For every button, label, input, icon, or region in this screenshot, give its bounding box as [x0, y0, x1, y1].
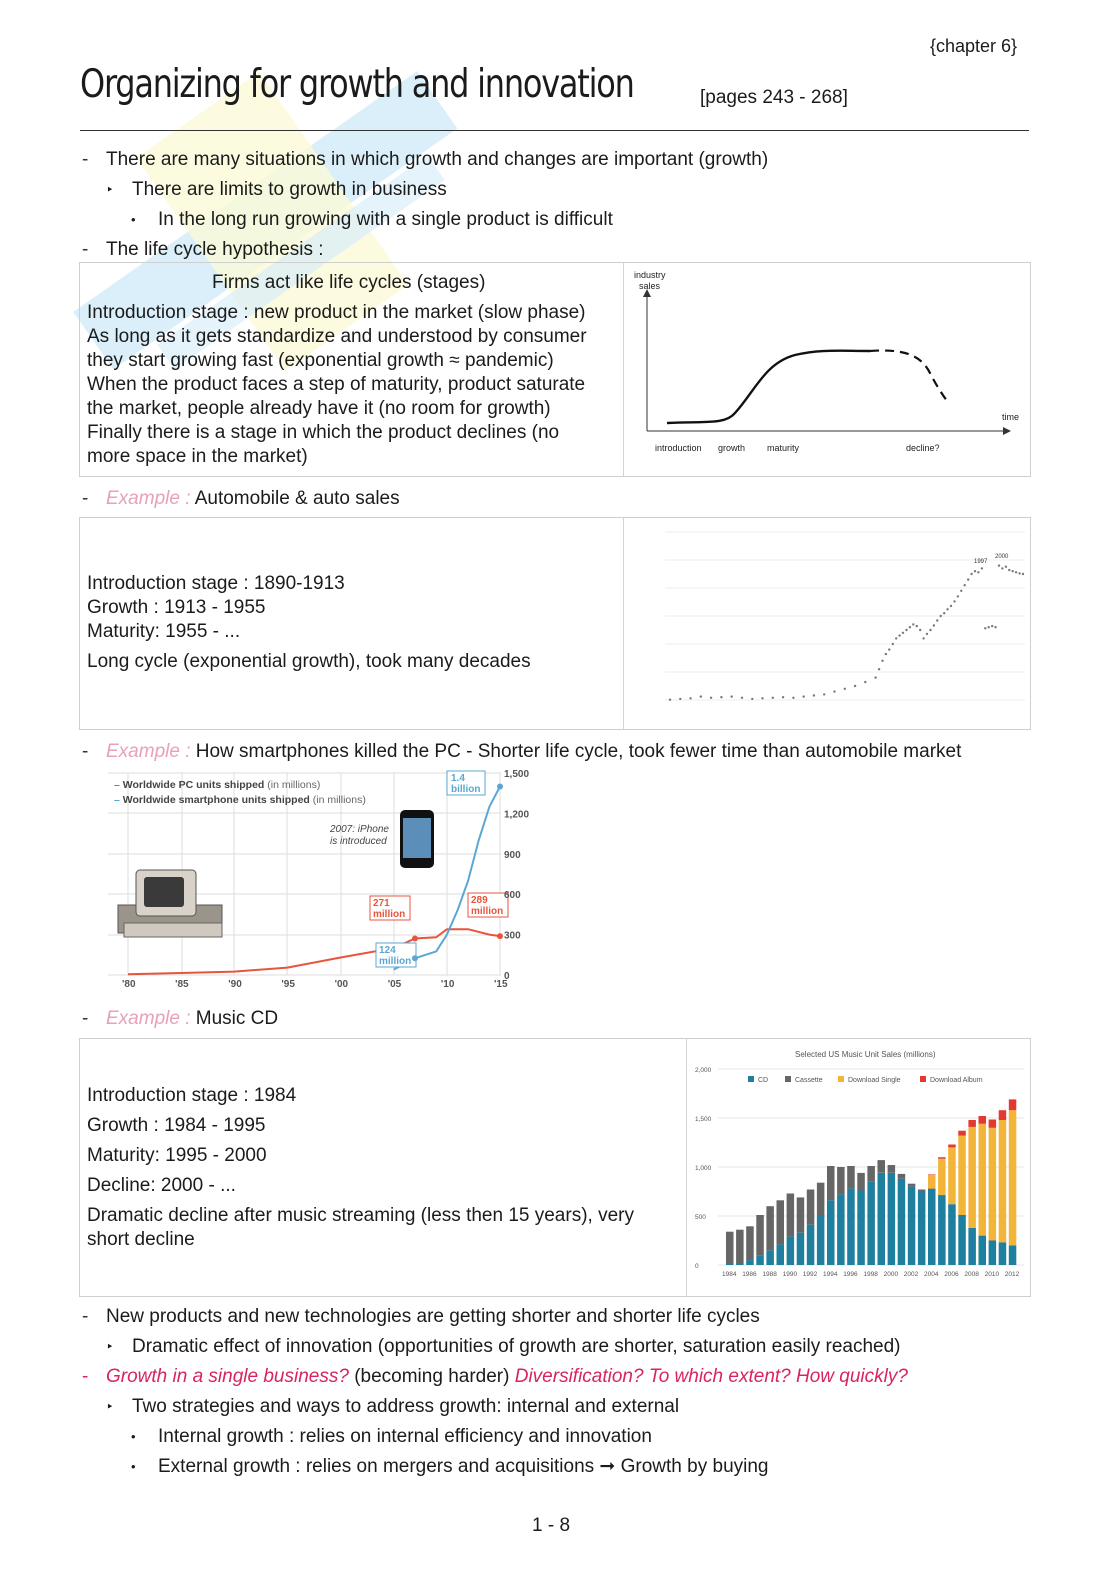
auto-point: [761, 697, 763, 699]
callout-289m: 289: [471, 895, 488, 906]
page-range: [pages 243 - 268]: [700, 87, 848, 108]
auto-point: [953, 600, 955, 602]
bar-segment: [857, 1191, 865, 1266]
x-tick-label: 2002: [903, 1271, 919, 1278]
y-tick-label: 0: [504, 971, 510, 982]
iphone-callout: 2007: iPhone: [330, 824, 389, 835]
bar-segment: [1009, 1110, 1017, 1245]
legend-pc: – Worldwide PC units shipped (in millions): [114, 779, 321, 791]
cd-line: Decline: 2000 - ...: [87, 1175, 236, 1196]
auto-point: [950, 605, 952, 607]
auto-point: [902, 632, 904, 634]
bullet-marker: -: [82, 1306, 89, 1327]
auto-point: [892, 643, 894, 645]
bar-segment: [928, 1190, 936, 1266]
auto-point: [984, 627, 986, 629]
auto-point: [1012, 570, 1014, 572]
music-xticks: [722, 1271, 1020, 1278]
pc-xticks: [122, 979, 508, 990]
bar-segment: [958, 1215, 966, 1265]
x-tick-label: 1992: [802, 1271, 818, 1278]
bar-segment: [918, 1190, 926, 1192]
bar-segment: [797, 1233, 805, 1265]
bar-segment: [847, 1166, 855, 1189]
pc-yticks: [504, 769, 529, 982]
y-axis-label: sales: [639, 281, 661, 291]
auto-point: [803, 695, 805, 697]
y-axis-label: industry: [634, 270, 666, 280]
cd-note: short decline: [87, 1229, 195, 1250]
bar-segment: [1009, 1099, 1017, 1110]
auto-line: Maturity: 1955 - ...: [87, 621, 241, 642]
auto-point: [1018, 572, 1020, 574]
bar-segment: [968, 1127, 976, 1228]
bar-segment: [756, 1215, 764, 1255]
x-tick-label: 2010: [984, 1271, 1000, 1278]
callout-1.4b: 1.4: [451, 773, 465, 784]
bullet-marker: -: [82, 149, 89, 170]
iphone-image: [400, 810, 434, 868]
cd-note: Dramatic decline after music streaming (less then 15 years), very: [87, 1205, 634, 1226]
auto-point: [895, 637, 897, 639]
auto-point: [998, 564, 1000, 566]
bullet-text: Two strategies and ways to address growth: internal and external: [132, 1396, 680, 1417]
bar-segment: [807, 1225, 815, 1265]
auto-point: [943, 612, 945, 614]
auto-point: [919, 629, 921, 631]
lifecycle-line: more space in the market): [87, 446, 308, 467]
auto-point: [1005, 566, 1007, 568]
page-title: [80, 62, 755, 107]
auto-point: [854, 685, 856, 687]
auto-point: [1015, 571, 1017, 573]
bar-segment: [888, 1165, 896, 1173]
diversification-question: Diversification? To which extent? How quickly?: [514, 1366, 908, 1387]
auto-point: [741, 697, 743, 699]
cd-line: Growth : 1984 - 1995: [87, 1115, 266, 1136]
lifecycle-chart: [625, 263, 1029, 475]
y-tick-label: 300: [504, 930, 521, 942]
bullet-text: New products and new technologies are getting shorter and shorter life cycles: [106, 1306, 760, 1327]
auto-line: Introduction stage : 1890-1913: [87, 573, 345, 594]
auto-point: [940, 615, 942, 617]
auto-point: [833, 690, 835, 692]
legend-cd: CD: [758, 1077, 769, 1084]
x-tick-label: '00: [334, 979, 349, 990]
auto-point: [710, 697, 712, 699]
bar-segment: [726, 1232, 734, 1264]
auto-point: [964, 584, 966, 586]
auto-point: [1008, 569, 1010, 571]
auto-point: [933, 624, 935, 626]
bar-segment: [968, 1120, 976, 1127]
auto-point: [981, 567, 983, 569]
x-tick-label: '15: [494, 979, 508, 990]
bar-segment: [777, 1244, 785, 1265]
example-text: Automobile & auto sales: [194, 488, 400, 509]
stage-label: decline?: [906, 443, 940, 453]
bar-segment: [968, 1228, 976, 1265]
bar-segment: [837, 1194, 845, 1265]
bar-segment: [908, 1187, 916, 1265]
bar-segment: [867, 1182, 875, 1265]
legend-cassette: Cassette: [795, 1077, 823, 1084]
series-point: [497, 783, 503, 789]
bar-segment: [766, 1250, 774, 1265]
bar-segment: [827, 1200, 835, 1265]
callout-1.4b: billion: [451, 784, 481, 795]
auto-point: [988, 626, 990, 628]
bar-segment: [989, 1120, 997, 1128]
bar-segment: [918, 1192, 926, 1266]
auto-point: [792, 697, 794, 699]
bar-segment: [777, 1200, 785, 1244]
auto-line: Growth : 1913 - 1955: [87, 597, 266, 618]
bar-segment: [948, 1145, 956, 1148]
x-tick-label: '95: [281, 979, 295, 990]
music-legend: [748, 1076, 983, 1084]
auto-note: Long cycle (exponential growth), took many decades: [87, 651, 531, 672]
box-divider: [623, 263, 624, 476]
bullet-text: Dramatic effect of innovation (opportunities of growth are shorter, saturation easily reached): [132, 1336, 901, 1357]
x-axis-label: time: [1002, 412, 1020, 422]
cd-line: Introduction stage : 1984: [87, 1085, 297, 1106]
auto-point: [669, 699, 671, 701]
bar-segment: [898, 1174, 906, 1179]
callout-124m: 124: [379, 945, 396, 956]
y-tick-label: 900: [504, 849, 521, 861]
auto-point: [881, 660, 883, 662]
bullet-marker: ‣: [106, 182, 114, 197]
legend-phone: – Worldwide smartphone units shipped (in millions): [114, 794, 366, 806]
x-tick-label: 2000: [883, 1271, 899, 1278]
annotation-label: 2000: [995, 554, 1009, 560]
bullet-marker: -: [82, 741, 89, 762]
y-tick-label: 1,000: [695, 1165, 712, 1172]
annotation-label: 1997: [974, 559, 988, 565]
x-tick-label: 2004: [924, 1271, 939, 1278]
bar-segment: [938, 1157, 946, 1159]
box-divider: [623, 518, 624, 729]
y-tick-label: 600: [504, 890, 521, 902]
bar-segment: [736, 1263, 744, 1265]
cd-box: [79, 1038, 1031, 1297]
x-tick-label: '85: [175, 979, 189, 990]
auto-point: [936, 619, 938, 621]
x-tick-label: 2008: [964, 1271, 979, 1278]
callout-124m: million: [379, 956, 412, 967]
auto-point: [991, 625, 993, 627]
auto-points: [669, 564, 1024, 701]
bar-segment: [979, 1124, 987, 1236]
bar-segment: [797, 1197, 805, 1232]
x-tick-label: 1988: [762, 1271, 777, 1278]
bar-segment: [958, 1131, 966, 1136]
page-number: 1 - 8: [532, 1515, 571, 1536]
auto-sales-chart: [625, 518, 1029, 728]
bar-segment: [746, 1260, 754, 1265]
bullet-text: The life cycle hypothesis :: [106, 239, 324, 260]
decline-curve: [870, 351, 947, 401]
bullet-marker: -: [82, 1366, 89, 1387]
title-divider: [80, 130, 1029, 131]
auto-point: [813, 694, 815, 696]
auto-point: [864, 681, 866, 683]
x-tick-label: 1994: [823, 1271, 838, 1278]
bullet-text: External growth : relies on mergers and acquisitions ➞ Growth by buying: [158, 1456, 769, 1477]
auto-point: [967, 578, 969, 580]
bullet-text: There are many situations in which growth and changes are important (growth): [106, 149, 769, 170]
bullet-marker: ‣: [106, 1399, 114, 1414]
bar-segment: [989, 1128, 997, 1241]
y-tick-label: 1,200: [504, 809, 530, 821]
auto-point: [970, 573, 972, 575]
bullet-text: Internal growth : relies on internal efficiency and innovation: [158, 1426, 652, 1447]
music-bars: [726, 1099, 1016, 1265]
auto-point: [751, 698, 753, 700]
bar-segment: [746, 1226, 754, 1260]
x-tick-label: 1990: [782, 1271, 798, 1278]
bar-segment: [999, 1120, 1007, 1243]
box-divider: [686, 1039, 687, 1296]
bullet-marker: ‣: [106, 1339, 114, 1354]
x-tick-label: 2012: [1004, 1271, 1020, 1278]
bar-segment: [857, 1173, 865, 1191]
lifecycle-line: the market, people already have it (no room for growth): [87, 398, 551, 419]
chart-title: Selected US Music Unit Sales (millions): [795, 1050, 936, 1059]
auto-point: [957, 595, 959, 597]
bullet-marker: •: [131, 1459, 136, 1474]
auto-point: [885, 653, 887, 655]
bullet-text: In the long run growing with a single product is difficult: [158, 209, 613, 230]
bar-segment: [1009, 1245, 1017, 1265]
bar-segment: [726, 1264, 734, 1265]
auto-point: [905, 629, 907, 631]
auto-point: [731, 695, 733, 697]
auto-point: [912, 623, 914, 625]
auto-point: [898, 634, 900, 636]
y-tick-label: 500: [695, 1214, 706, 1221]
x-tick-label: 1984: [722, 1271, 737, 1278]
x-tick-label: 2006: [944, 1271, 959, 1278]
callout-289m: million: [471, 906, 504, 917]
series-point: [497, 933, 503, 939]
bar-segment: [979, 1116, 987, 1124]
bar-segment: [847, 1189, 855, 1265]
bullet-marker: -: [82, 1008, 89, 1029]
bar-segment: [979, 1236, 987, 1265]
bullet-marker: -: [82, 239, 89, 260]
bar-segment: [787, 1237, 795, 1265]
cd-line: Maturity: 1995 - 2000: [87, 1145, 267, 1166]
auto-point: [679, 698, 681, 700]
legend-dl-single: Download Single: [848, 1077, 901, 1084]
music-sales-chart: [688, 1039, 1029, 1295]
iphone-callout: is introduced: [330, 836, 387, 847]
bar-segment: [736, 1230, 744, 1263]
bar-segment: [878, 1160, 886, 1173]
auto-point: [1022, 573, 1024, 575]
title-text: Organizing for growth and innovation: [80, 62, 634, 107]
bullet-text: There are limits to growth in business: [132, 179, 447, 200]
example-label: Example :: [106, 741, 191, 762]
legend-dl-album: Download Album: [930, 1077, 983, 1084]
auto-box: [79, 517, 1031, 730]
auto-point: [994, 626, 996, 628]
growth-question: Growth in a single business?: [106, 1366, 349, 1387]
auto-point: [874, 676, 876, 678]
growth-aside: (becoming harder): [354, 1366, 510, 1387]
auto-point: [946, 608, 948, 610]
auto-point: [974, 570, 976, 572]
bar-segment: [999, 1110, 1007, 1120]
bar-segment: [888, 1173, 896, 1265]
y-tick-label: 1,500: [504, 769, 530, 780]
bullet-text: [106, 1365, 908, 1389]
series-point: [412, 955, 418, 961]
stage-label: maturity: [767, 443, 800, 453]
auto-point: [916, 625, 918, 627]
pc-smartphone-chart: [106, 765, 536, 995]
bullet-marker: •: [131, 1429, 136, 1444]
bar-segment: [837, 1167, 845, 1194]
example-label: Example :: [106, 1008, 191, 1029]
auto-point: [922, 637, 924, 639]
example-line: [106, 487, 400, 511]
auto-point: [782, 696, 784, 698]
x-tick-label: '05: [387, 979, 402, 990]
x-tick-label: 1996: [843, 1271, 858, 1278]
example-text: Music CD: [195, 1008, 279, 1029]
example-line: [106, 740, 961, 764]
computer-image: [118, 870, 222, 937]
bar-segment: [928, 1189, 936, 1190]
stage-label: introduction: [655, 443, 702, 453]
auto-point: [926, 633, 928, 635]
example-line: [106, 1007, 278, 1031]
auto-point: [909, 626, 911, 628]
bar-segment: [999, 1243, 1007, 1266]
callout-boxes: [370, 771, 508, 967]
x-tick-label: 1986: [742, 1271, 757, 1278]
auto-point: [1001, 567, 1003, 569]
bar-segment: [989, 1241, 997, 1266]
lifecycle-line: Finally there is a stage in which the product declines (no: [87, 422, 560, 443]
callout-271m: 271: [373, 898, 390, 909]
bar-segment: [817, 1183, 825, 1216]
bar-segment: [908, 1184, 916, 1187]
bar-segment: [878, 1173, 886, 1265]
auto-point: [929, 629, 931, 631]
series-point: [412, 936, 418, 942]
lifecycle-box: [79, 262, 1031, 477]
auto-point: [700, 695, 702, 697]
bar-segment: [948, 1204, 956, 1265]
y-tick-label: 2,000: [695, 1067, 712, 1074]
bar-segment: [948, 1147, 956, 1204]
auto-point: [720, 696, 722, 698]
lifecycle-line: As long as it gets standardize and understood by consumer: [87, 326, 587, 347]
bullet-marker: •: [131, 212, 136, 227]
auto-point: [689, 697, 691, 699]
x-tick-label: '90: [228, 979, 242, 990]
bar-segment: [787, 1194, 795, 1237]
bar-segment: [807, 1190, 815, 1225]
bar-segment: [958, 1136, 966, 1215]
y-tick-label: 1,500: [695, 1116, 712, 1123]
bar-segment: [756, 1255, 764, 1265]
bar-segment: [938, 1195, 946, 1265]
x-tick-label: '80: [122, 979, 136, 990]
bar-segment: [766, 1206, 774, 1250]
lifecycle-line: they start growing fast (exponential growth ≈ pandemic): [87, 350, 554, 371]
callout-271m: million: [373, 909, 406, 920]
bar-segment: [817, 1216, 825, 1265]
auto-point: [878, 668, 880, 670]
lifecycle-line: When the product faces a step of maturity, product saturate: [87, 374, 586, 395]
auto-point: [888, 648, 890, 650]
stage-label: growth: [718, 443, 746, 453]
bar-segment: [898, 1179, 906, 1265]
bullet-marker: -: [82, 488, 89, 509]
y-tick-label: 0: [695, 1263, 699, 1270]
example-text: How smartphones killed the PC - Shorter life cycle, took fewer time than automobile market: [195, 741, 962, 762]
chapter-label: {chapter 6}: [930, 36, 1018, 56]
lifecycle-curve: [667, 351, 870, 423]
lifecycle-heading: Firms act like life cycles (stages): [212, 272, 486, 293]
x-tick-label: '10: [440, 979, 455, 990]
bar-segment: [827, 1166, 835, 1200]
example-label: Example :: [106, 488, 191, 509]
auto-point: [823, 693, 825, 695]
auto-point: [844, 688, 846, 690]
bar-segment: [928, 1174, 936, 1175]
auto-point: [772, 697, 774, 699]
x-tick-label: 1998: [863, 1271, 878, 1278]
auto-gridlines: [665, 532, 1025, 700]
auto-point: [977, 571, 979, 573]
lifecycle-line: Introduction stage : new product in the market (slow phase): [87, 302, 586, 323]
auto-point: [960, 590, 962, 592]
bar-segment: [867, 1166, 875, 1182]
bar-segment: [938, 1159, 946, 1195]
bar-segment: [928, 1175, 936, 1189]
